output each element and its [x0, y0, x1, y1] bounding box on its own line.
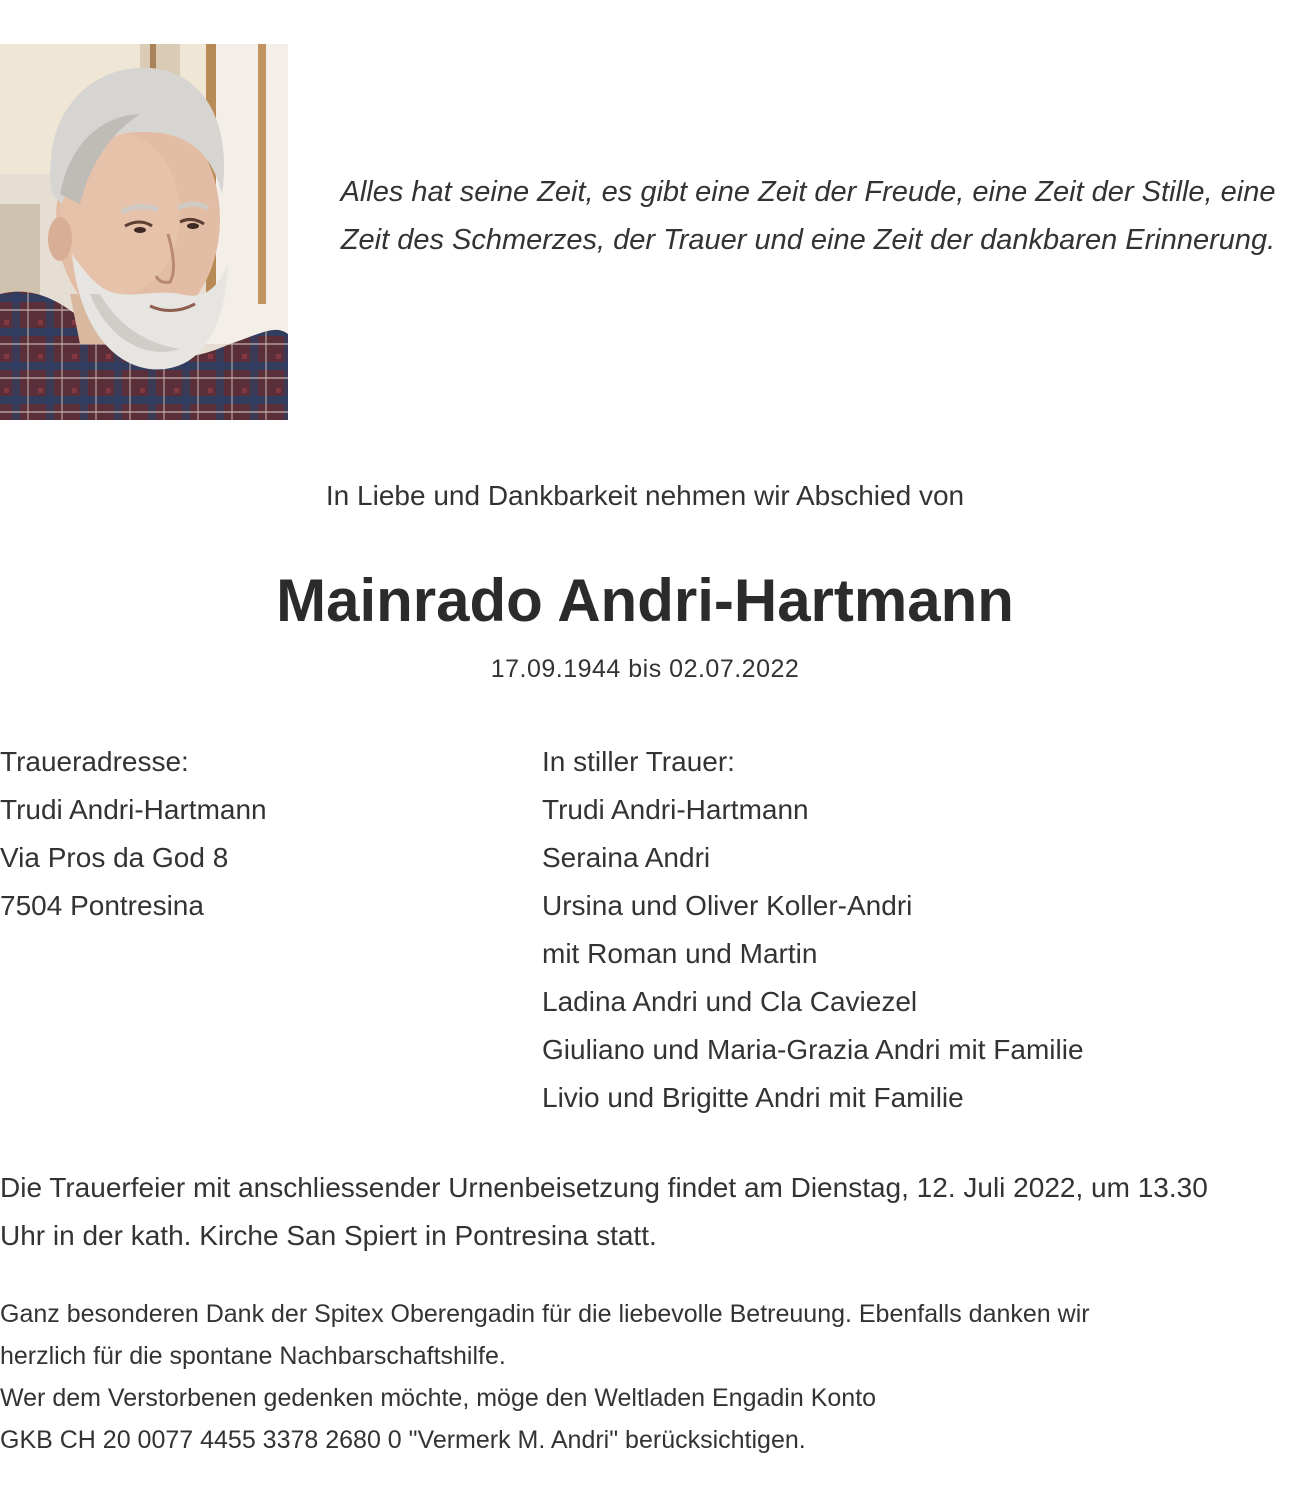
portrait-photo	[0, 44, 288, 420]
address-line: 7504 Pontresina	[0, 890, 204, 921]
ceremony-notice: Die Trauerfeier mit anschliessender Urnenbeisetzung findet am Dienstag, 12. Juli 2022, um 13.30 Uhr in der kath. Kirche San Spiert in Pontresina statt.	[0, 1172, 1208, 1251]
memorial-quote: Alles hat seine Zeit, es gibt eine Zeit der Freude, eine Zeit der Stille, eine Zeit des Schmerzes, der Trauer und eine Zeit der dankbaren Erinnerung.	[340, 176, 1276, 256]
deceased-name: Mainrado Andri-Hartmann	[276, 567, 1014, 634]
thanks-line: herzlich für die spontane Nachbarschaftshilfe.	[0, 1342, 506, 1370]
mourners-list	[542, 738, 1282, 1122]
address-line: Trudi Andri-Hartmann	[0, 794, 267, 825]
mourner-entry: Giuliano und Maria-Grazia Andri mit Familie	[542, 1034, 1084, 1065]
mourner-entry: mit Roman und Martin	[542, 938, 818, 969]
mourner-entry: Trudi Andri-Hartmann	[542, 794, 809, 825]
farewell-intro: In Liebe und Dankbarkeit nehmen wir Abschied von	[325, 480, 965, 511]
thanks-line: Ganz besonderen Dank der Spitex Oberengadin für die liebevolle Betreuung. Ebenfalls danken wir	[0, 1300, 1090, 1328]
mourner-entry: Seraina Andri	[542, 842, 711, 873]
mourner-entry: Ursina und Oliver Koller-Andri	[542, 890, 913, 921]
thanks-line: GKB CH 20 0077 4455 3378 2680 0 "Vermerk M. Andri" berücksichtigen.	[0, 1426, 806, 1454]
thanks-line: Wer dem Verstorbenen gedenken möchte, möge den Weltladen Engadin Konto	[0, 1384, 877, 1412]
life-dates: 17.09.1944 bis 02.07.2022	[490, 655, 800, 683]
mourners-heading: In stiller Trauer:	[542, 746, 735, 777]
mourner-entry: Livio und Brigitte Andri mit Familie	[542, 1082, 964, 1113]
address-heading: Traueradresse:	[0, 746, 189, 777]
address-line: Via Pros da God 8	[0, 842, 229, 873]
mourning-address	[0, 738, 520, 930]
mourner-entry: Ladina Andri und Cla Caviezel	[542, 986, 918, 1017]
thanks-notice	[0, 1293, 1270, 1461]
